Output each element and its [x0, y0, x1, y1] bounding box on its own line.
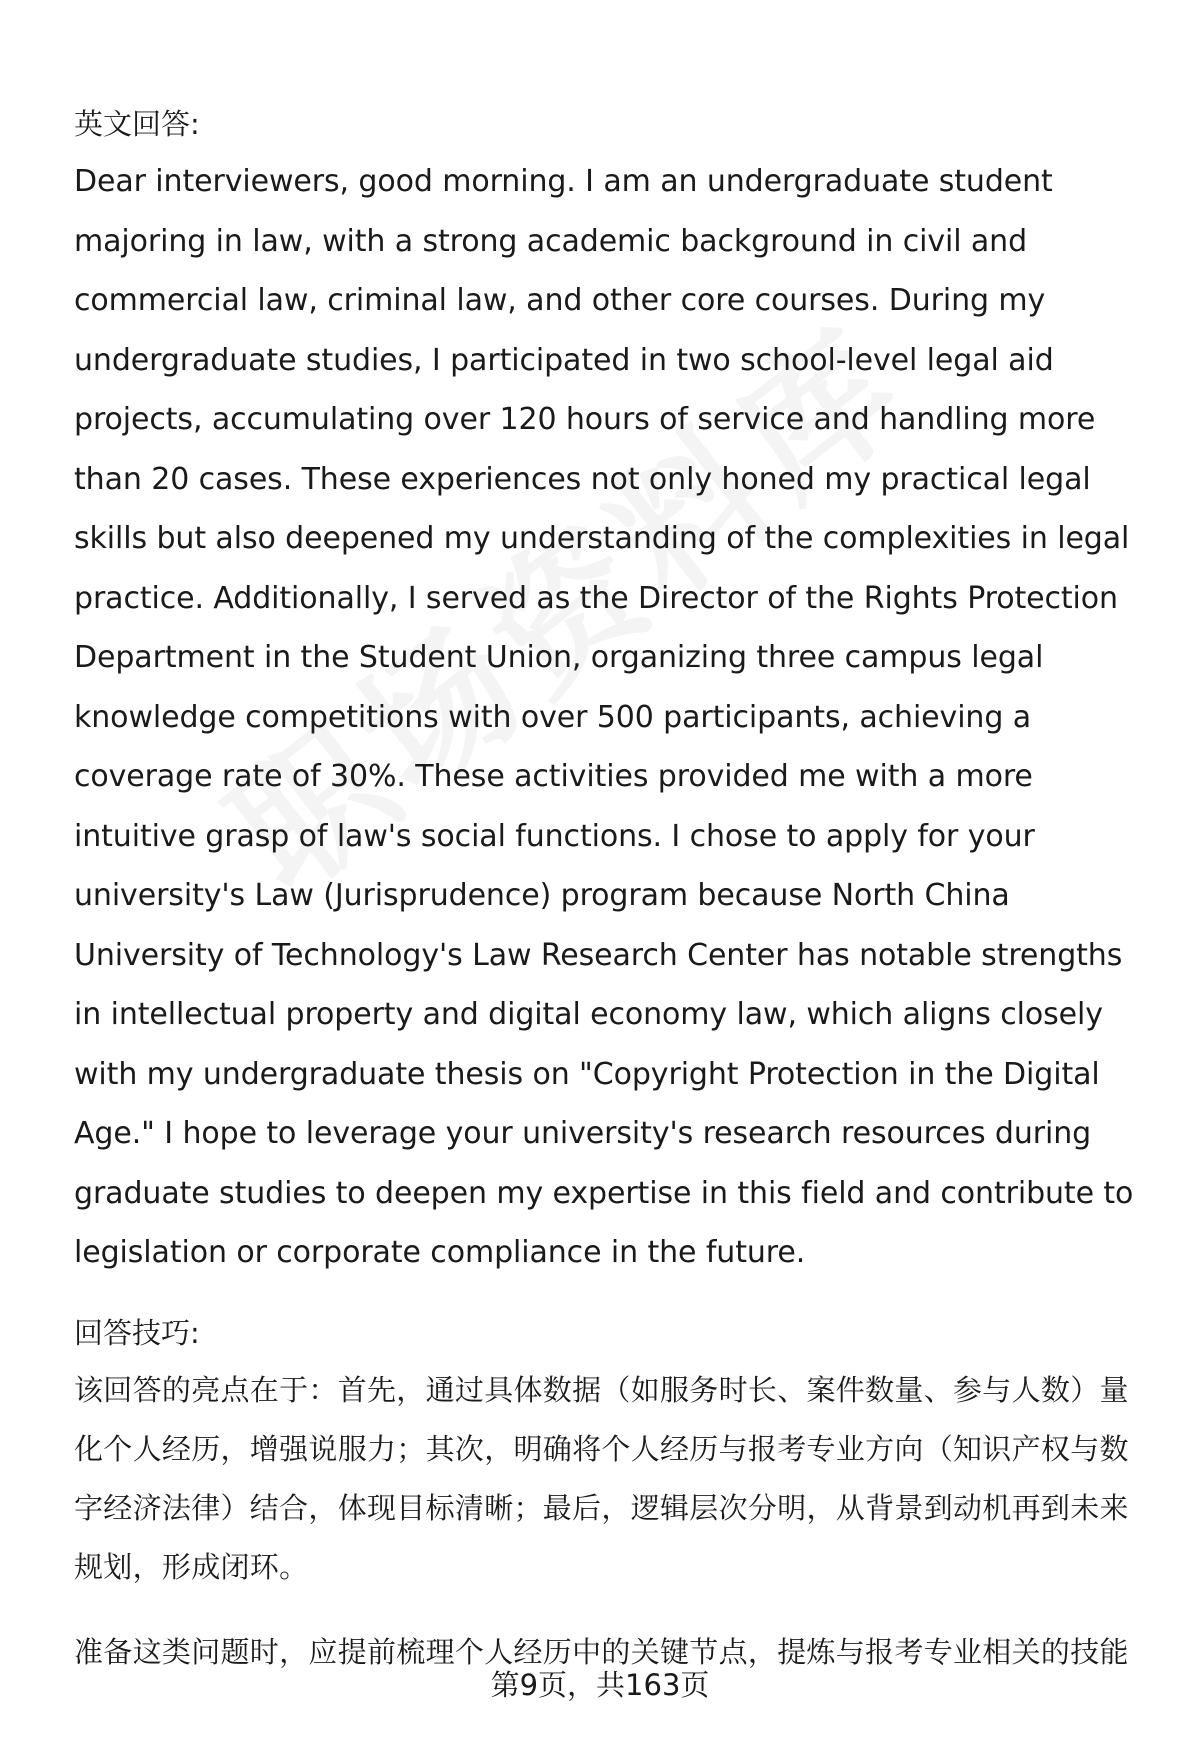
- answer-tips-heading: 回答技巧:: [74, 1315, 200, 1350]
- english-answer-body: Dear interviewers, good morning. I am an undergraduate student majoring in law, with a strong academic background in civil and commercial law, criminal law, and other core courses. During my undergraduate studies, I participated in two school-level legal aid projects, accumulating over 120 hours of service and handling more than 20 cases. These experiences not only honed my practical legal skills but also deepened my understanding of the complexities in legal practice. Additionally, I served as the Director of the Rights Protection Department in the Student Union, organizing three campus legal knowledge competitions with over 500 participants, achieving a coverage rate of 30%. These activities provided me with a more intuitive grasp of law's social functions. I chose to apply for your university's Law (Jurisprudence) program because North China University of Technology's Law Research Center has notable strengths in intellectual property and digital economy law, which aligns closely with my undergraduate thesis on "Copyright Protection in the Digital Age." I hope to leverage your university's research resources during graduate studies to deepen my expertise in this field and contribute to legislation or corporate compliance in the future.: [74, 164, 1134, 1270]
- section-gap: [74, 1283, 1144, 1305]
- answer-tips-body: 该回答的亮点在于：首先，通过具体数据（如服务时长、案件数量、参与人数）量化个人经历，增强说服力；其次，明确将个人经历与报考专业方向（知识产权与数字经济法律）结合，体现目标清晰；最后，逻辑层次分明，从背景到动机再到未来规划，形成闭环。: [74, 1372, 1129, 1584]
- page-content: [74, 96, 1144, 1682]
- section-gap: [74, 1597, 1144, 1623]
- english-answer-heading: 英文回答:: [74, 107, 200, 141]
- page-number: 第9页，共163页: [490, 1668, 710, 1702]
- preparation-body: 准备这类问题时，应提前梳理个人经历中的关键节点，提炼与报考专业相关的技能: [74, 1634, 1129, 1669]
